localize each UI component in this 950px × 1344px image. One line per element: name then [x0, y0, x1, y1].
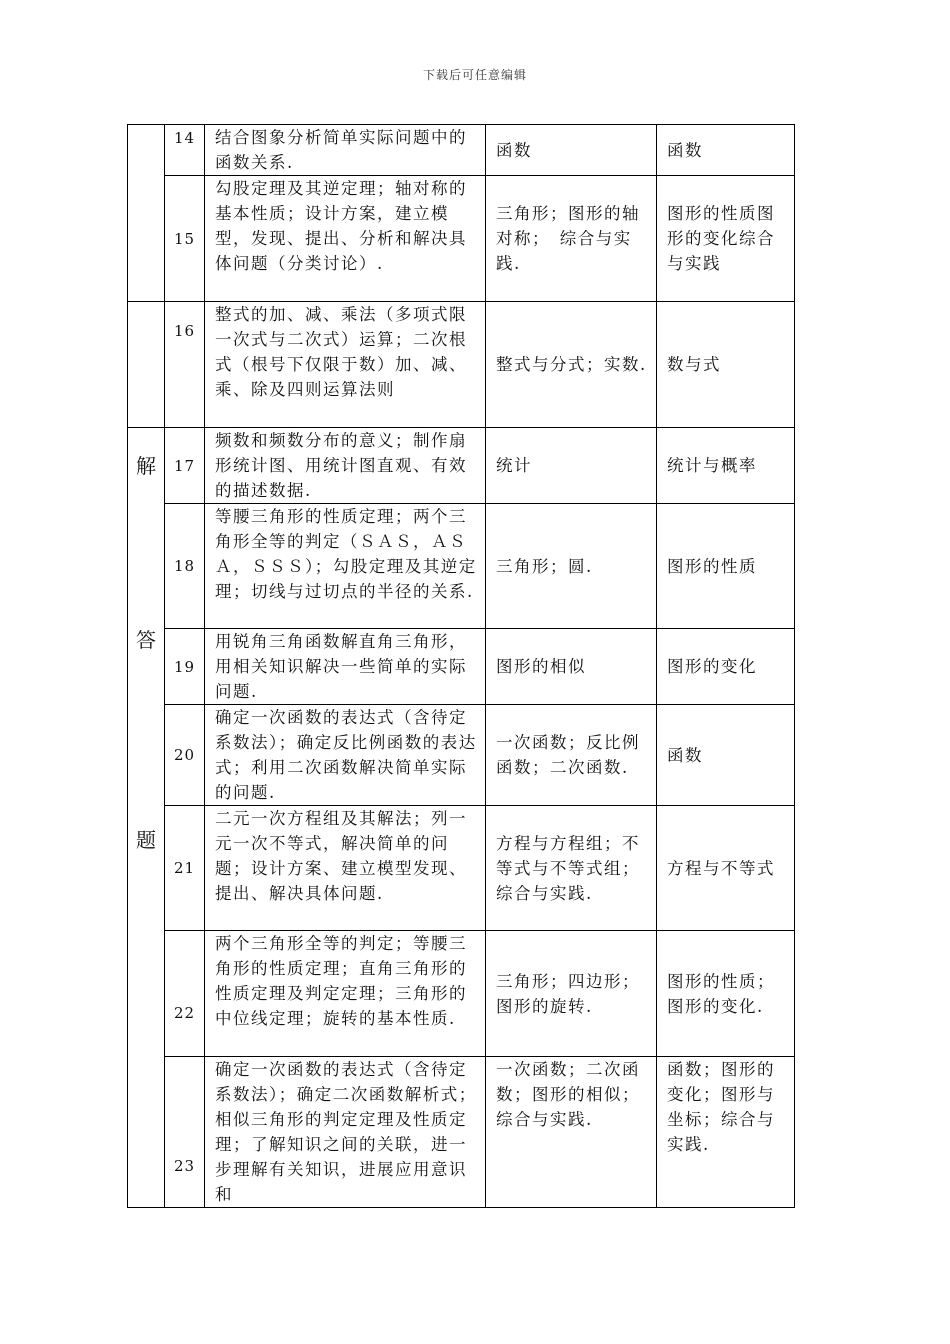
question-number: 17 [165, 428, 205, 504]
section-cell [128, 125, 165, 302]
section-cell [128, 302, 165, 428]
question-number: 18 [165, 504, 205, 629]
table-row [128, 302, 795, 428]
domain-cell: 图形的性质；图形的变化. [657, 931, 795, 1057]
domain-cell: 函数 [657, 705, 795, 806]
table-row [128, 125, 795, 176]
module-cell: 一次函数；二次函数；图形的相似；综合与实践. [486, 1057, 657, 1208]
domain-cell: 图形的性质图形的变化综合与实践 [657, 176, 795, 302]
domain-cell: 图形的性质 [657, 504, 795, 629]
domain-cell: 函数；图形的变化；图形与坐标；综合与实践. [657, 1057, 795, 1208]
content-cell: 等腰三角形的性质定理；两个三角形全等的判定（ＳＡＳ，ＡＳＡ，ＳＳＳ）；勾股定理及其逆定理；切线与过切点的半径的关系. [205, 504, 486, 629]
module-cell: 一次函数；反比例函数；二次函数. [486, 705, 657, 806]
module-cell: 图形的相似 [486, 629, 657, 705]
content-cell: 用锐角三角函数解直角三角形，用相关知识解决一些简单的实际问题. [205, 629, 486, 705]
table-row [128, 176, 795, 302]
domain-cell: 方程与不等式 [657, 806, 795, 931]
module-cell: 函数 [486, 125, 657, 176]
module-cell: 三角形；四边形；图形的旋转. [486, 931, 657, 1057]
module-cell: 整式与分式；实数. [486, 302, 657, 428]
table-row [128, 428, 795, 504]
domain-cell: 统计与概率 [657, 428, 795, 504]
module-cell: 统计 [486, 428, 657, 504]
domain-cell: 图形的变化 [657, 629, 795, 705]
module-cell: 三角形；圆. [486, 504, 657, 629]
table-row [128, 806, 795, 931]
section-label [128, 428, 165, 1208]
section-char: 解 [136, 454, 156, 478]
section-char: 答 [136, 628, 156, 652]
question-number: 15 [165, 176, 205, 302]
content-cell: 二元一次方程组及其解法；列一元一次不等式，解决简单的问题；设计方案、建立模型发现、提出、解决具体问题. [205, 806, 486, 931]
content-cell: 频数和频数分布的意义；制作扇形统计图、用统计图直观、有效的描述数据. [205, 428, 486, 504]
question-number: 23 [165, 1057, 205, 1208]
content-cell: 整式的加、减、乘法（多项式限一次式与二次式）运算；二次根式（根号下仅限于数）加、减、乘、除及四则运算法则 [205, 302, 486, 428]
content-cell: 确定一次函数的表达式（含待定系数法）；确定反比例函数的表达式；利用二次函数解决简单实际的问题. [205, 705, 486, 806]
question-number: 14 [165, 125, 205, 176]
table-row [128, 504, 795, 629]
table-row [128, 629, 795, 705]
question-number: 16 [165, 302, 205, 428]
domain-cell: 数与式 [657, 302, 795, 428]
page-header: 下载后可任意编辑 [422, 68, 527, 82]
question-number: 21 [165, 806, 205, 931]
content-cell: 两个三角形全等的判定；等腰三角形的性质定理；直角三角形的性质定理及判定定理；三角形的中位线定理；旋转的基本性质. [205, 931, 486, 1057]
section-char: 题 [136, 828, 156, 852]
content-cell: 确定一次函数的表达式（含待定系数法）；确定二次函数解析式；相似三角形的判定定理及性质定理；了解知识之间的关联，进一步理解有关知识，进展应用意识和 [205, 1057, 486, 1208]
curriculum-table [127, 124, 795, 1208]
table-row [128, 1057, 795, 1208]
module-cell: 三角形；图形的轴对称； 综合与实践. [486, 176, 657, 302]
table-row [128, 931, 795, 1057]
module-cell: 方程与方程组；不等式与不等式组；综合与实践. [486, 806, 657, 931]
question-number: 22 [165, 931, 205, 1057]
content-cell: 结合图象分析简单实际问题中的函数关系. [205, 125, 486, 176]
question-number: 20 [165, 705, 205, 806]
table-row [128, 705, 795, 806]
content-cell: 勾股定理及其逆定理；轴对称的基本性质；设计方案，建立模型，发现、提出、分析和解决具体问题（分类讨论）. [205, 176, 486, 302]
question-number: 19 [165, 629, 205, 705]
domain-cell: 函数 [657, 125, 795, 176]
